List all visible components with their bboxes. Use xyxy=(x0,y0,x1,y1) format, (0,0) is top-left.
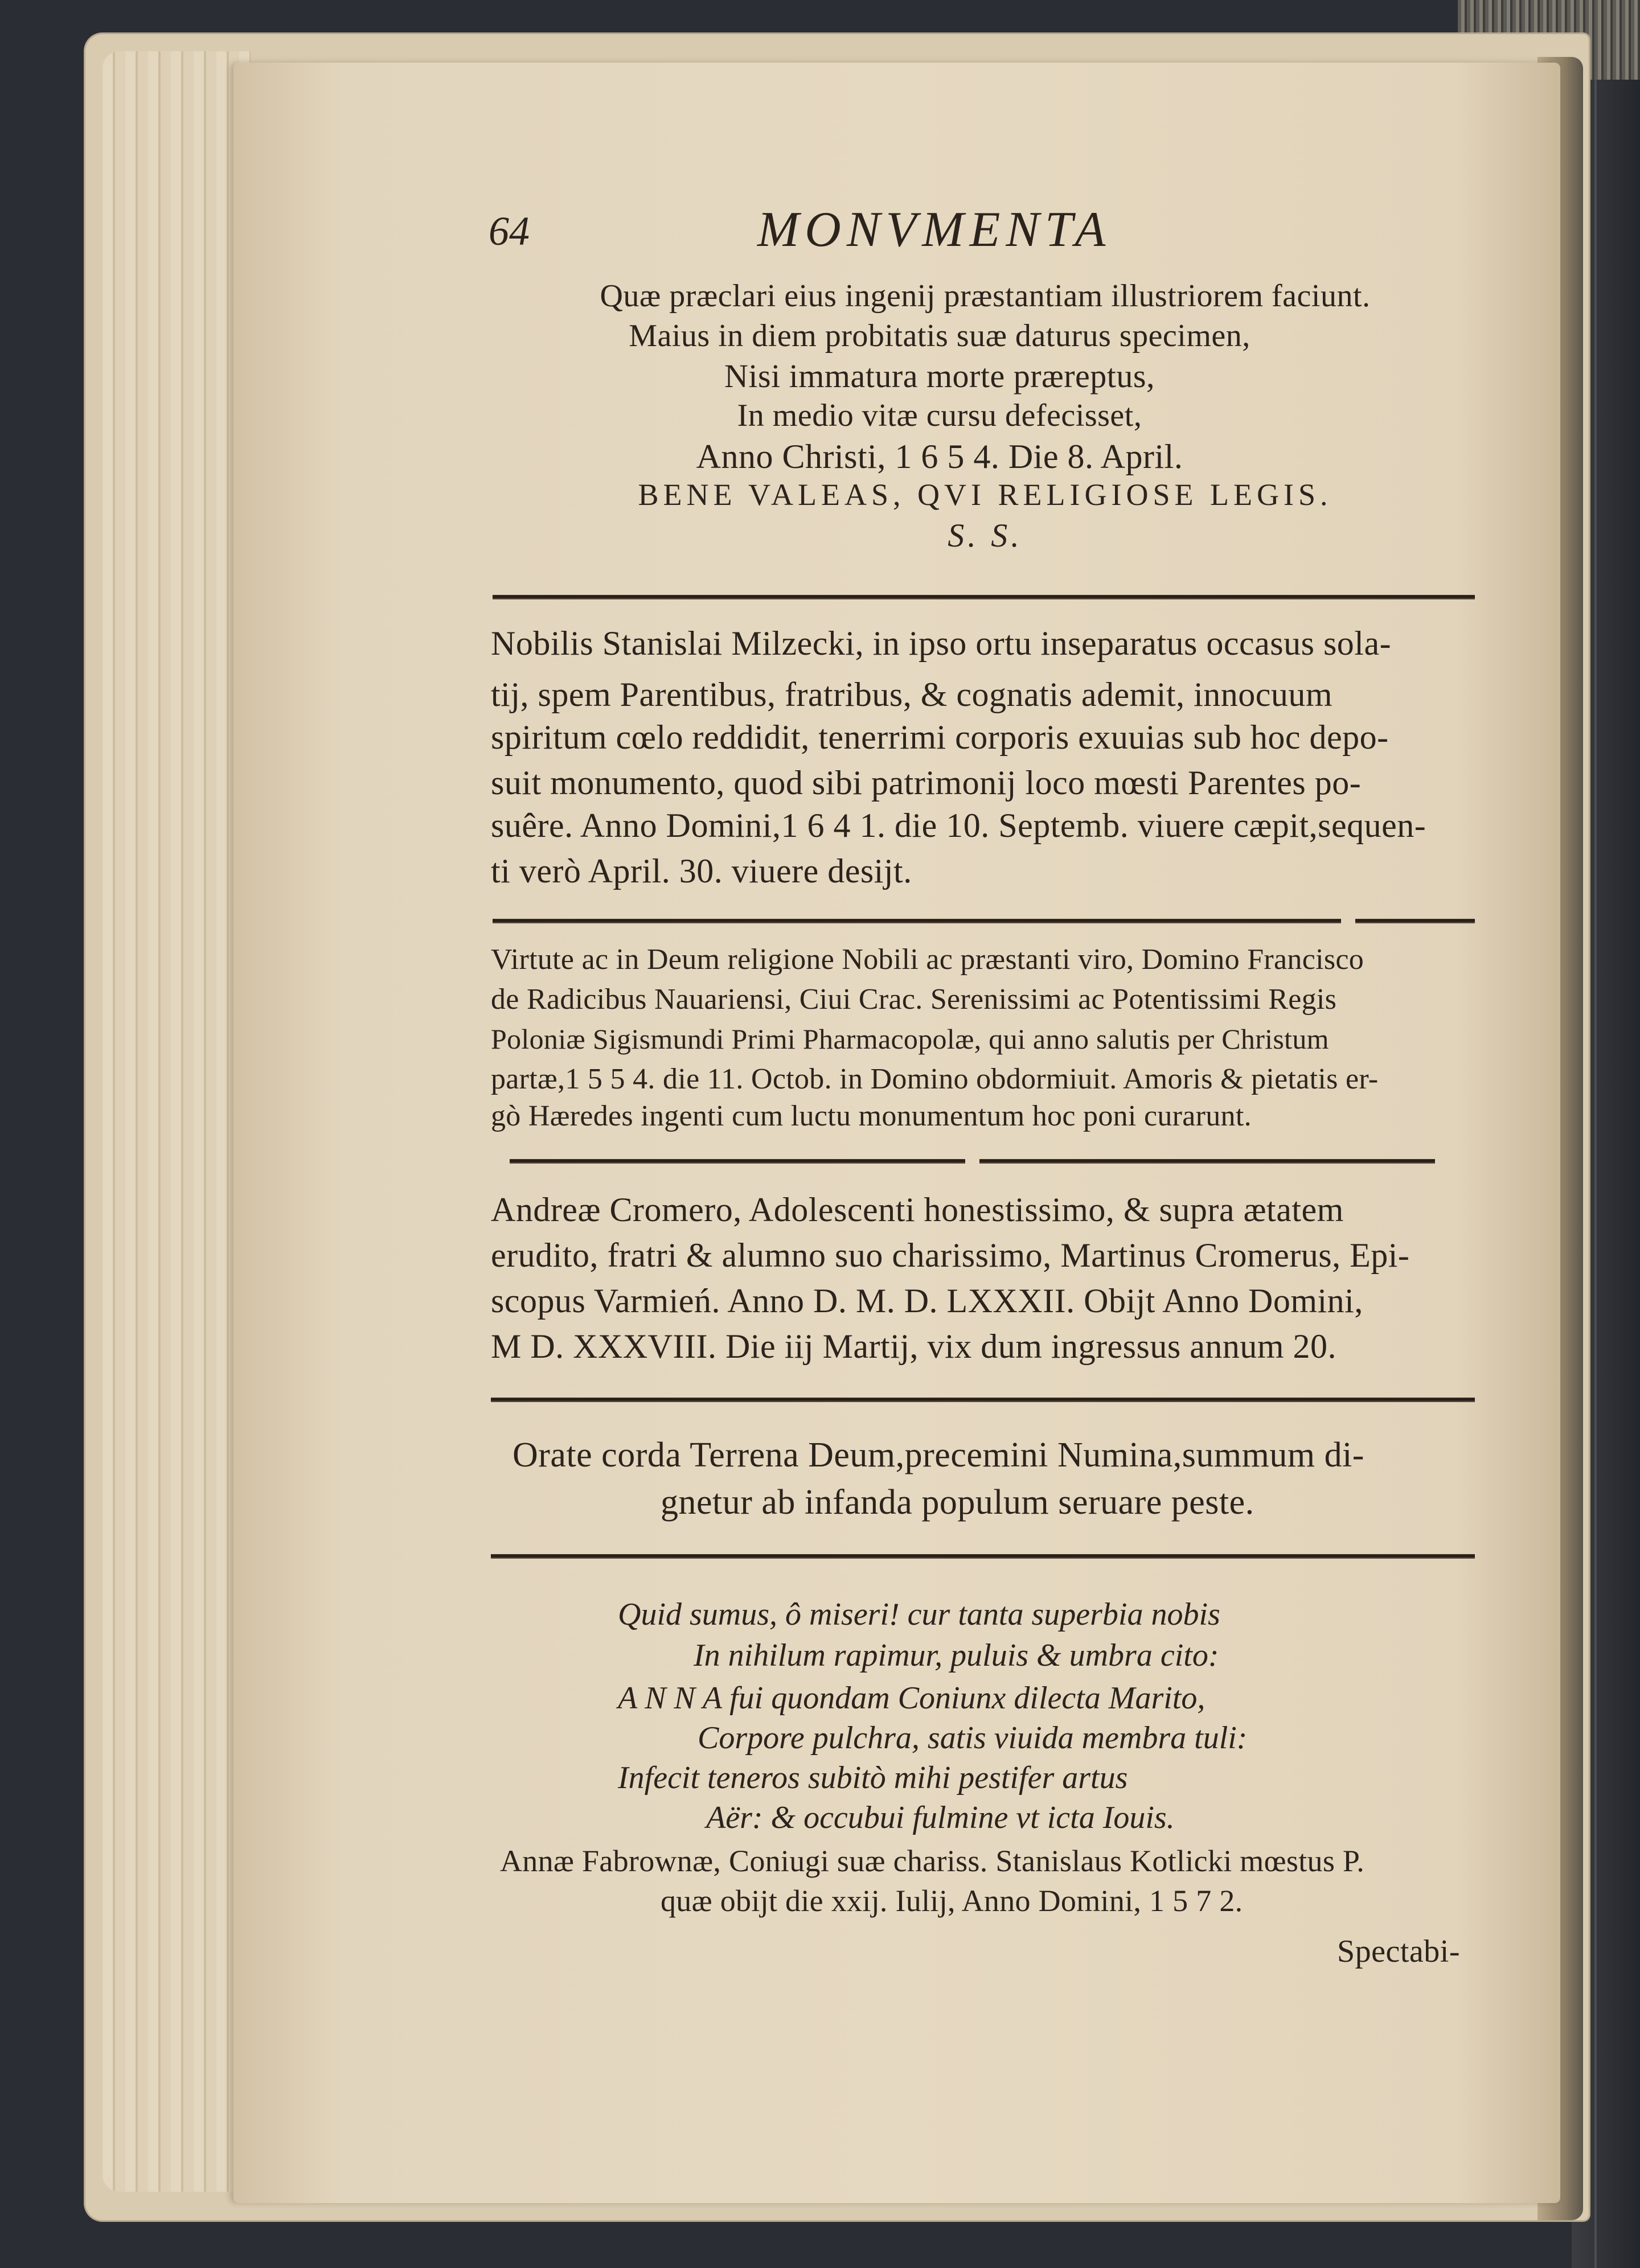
epitaph-1-line: Nisi immatura morte præreptus, xyxy=(724,358,1155,395)
section-rule xyxy=(491,1554,1475,1559)
page-number: 64 xyxy=(489,208,530,254)
epitaph-3-line: de Radicibus Nauariensi, Ciui Crac. Serenissimi ac Potentissimi Regis xyxy=(491,983,1337,1016)
epitaph-1-line: S. S. xyxy=(948,517,1023,554)
poem-line: Quid sumus, ô miseri! cur tanta superbia nobis xyxy=(618,1597,1220,1632)
dedication-line: quæ obijt die xxij. Iulij, Anno Domini, 1 5 7 2. xyxy=(661,1884,1243,1918)
poem-line: Corpore pulchra, satis viuida membra tuli: xyxy=(698,1720,1248,1756)
section-rule xyxy=(491,1398,1475,1402)
epitaph-5-line: Orate corda Terrena Deum,precemini Numina,summum di- xyxy=(512,1436,1364,1474)
epitaph-1-line: Maius in diem probitatis suæ daturus specimen, xyxy=(629,318,1250,354)
epitaph-1-line: In medio vitæ cursu defecisset, xyxy=(737,398,1142,433)
epitaph-5-line: gnetur ab infanda populum seruare peste. xyxy=(661,1483,1254,1522)
section-rule xyxy=(1355,919,1475,923)
epitaph-4-line: M D. XXXVIII. Die iij Martij, vix dum ingressus annum 20. xyxy=(491,1328,1337,1365)
epitaph-3-line: gò Hæredes ingenti cum luctu monumentum hoc poni curarunt. xyxy=(491,1100,1252,1132)
epitaph-4-line: erudito, fratri & alumno suo charissimo, Martinus Cromerus, Epi- xyxy=(491,1236,1410,1274)
section-rule xyxy=(493,919,1341,923)
section-rule xyxy=(510,1159,965,1164)
epitaph-2-line: ti verò April. 30. viuere desijt. xyxy=(491,852,912,890)
epitaph-3-line: Poloniæ Sigismundi Primi Pharmacopolæ, qui anno salutis per Christum xyxy=(491,1023,1329,1055)
epitaph-2-line: Nobilis Stanislai Milzecki, in ipso ortu inseparatus occasus sola- xyxy=(491,624,1392,662)
poem-line: A N N A fui quondam Coniunx dilecta Marito, xyxy=(618,1681,1206,1716)
epitaph-2-line: tij, spem Parentibus, fratribus, & cognatis ademit, innocuum xyxy=(491,676,1333,713)
poem-line: In nihilum rapimur, puluis & umbra cito: xyxy=(694,1638,1219,1673)
epitaph-3-line: Virtute ac in Deum religione Nobili ac præstanti viro, Domino Francisco xyxy=(491,943,1364,976)
catchword: Spectabi- xyxy=(1337,1934,1460,1969)
poem-line: Infecit teneros subitò mihi pestifer artus xyxy=(618,1760,1128,1796)
epitaph-3-line: partæ,1 5 5 4. die 11. Octob. in Domino obdormiuit. Amoris & pietatis er- xyxy=(491,1063,1379,1095)
epitaph-1-line: Anno Christi, 1 6 5 4. Die 8. April. xyxy=(696,438,1183,475)
section-rule xyxy=(493,595,1475,599)
running-head: MONVMENTA xyxy=(757,202,1112,257)
epitaph-4-line: Andreæ Cromero, Adolescenti honestissimo, & supra ætatem xyxy=(491,1191,1344,1228)
page-edges xyxy=(102,51,251,2192)
dedication-line: Annæ Fabrownæ, Coniugi suæ chariss. Stanislaus Kotlicki mœstus P. xyxy=(500,1844,1365,1878)
epitaph-2-line: suêre. Anno Domini,1 6 4 1. die 10. Septemb. viuere cæpit,sequen- xyxy=(491,807,1426,844)
section-rule xyxy=(979,1159,1435,1164)
epitaph-4-line: scopus Varmień. Anno D. M. D. LXXXII. Obijt Anno Domini, xyxy=(491,1282,1363,1320)
epitaph-2-line: spiritum cœlo reddidit, tenerrimi corporis exuuias sub hoc depo- xyxy=(491,718,1389,756)
epitaph-1-line: Quæ præclari eius ingenij præstantiam illustriorem faciunt. xyxy=(600,278,1371,314)
poem-line: Aër: & occubui fulmine vt icta Iouis. xyxy=(706,1800,1175,1835)
epitaph-2-line: suit monumento, quod sibi patrimonij loco mœsti Parentes po- xyxy=(491,764,1362,802)
epitaph-1-line: BENE VALEAS, QVI RELIGIOSE LEGIS. xyxy=(638,478,1332,512)
